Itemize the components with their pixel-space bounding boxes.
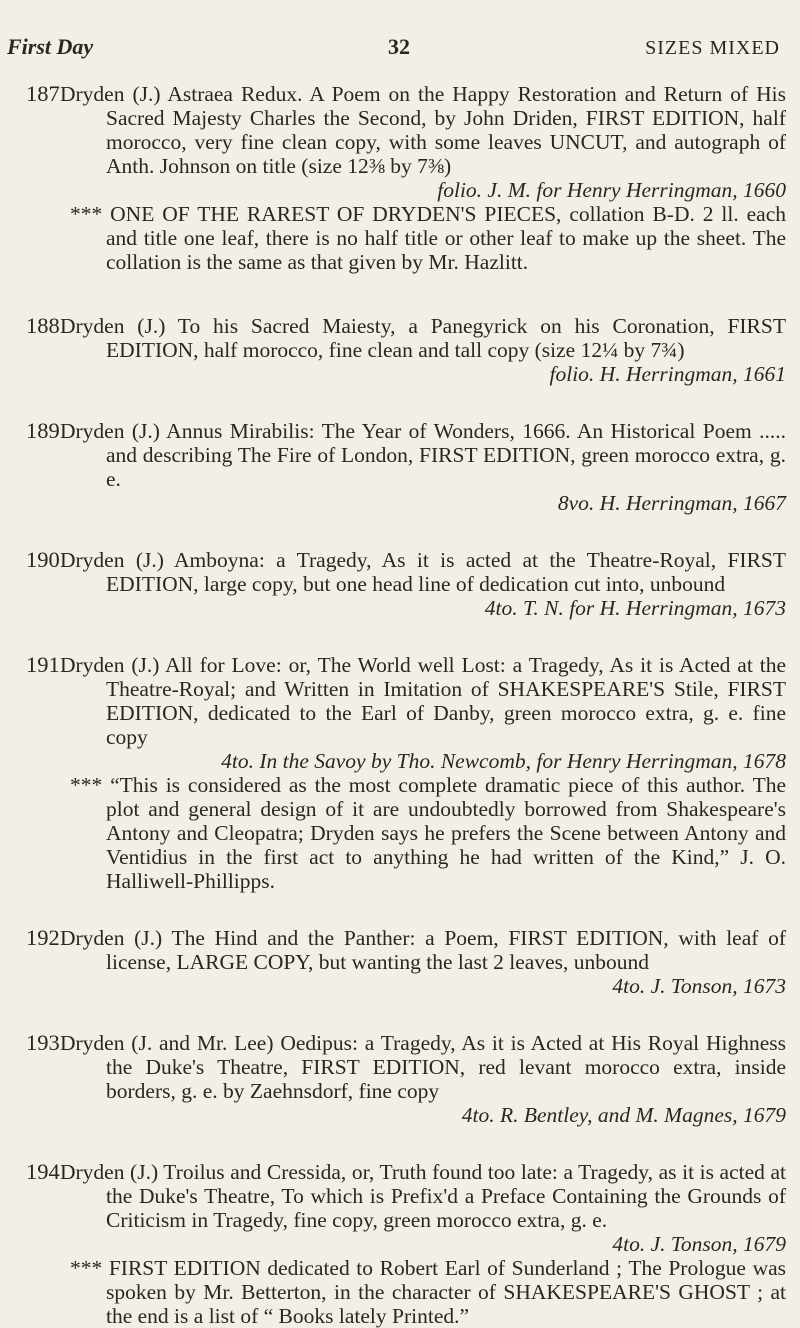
lot-entry [0,82,800,274]
lot-note: *** ONE OF THE RAREST OF DRYDEN'S PIECES, collation B-D. 2 ll. each and title one leaf, there is no half title or other leaf to make up the sheet. The collation is the same as that given by Mr. Hazlitt. [70,202,786,274]
lot-imprint: 4to. T. N. for H. Herringman, 1673 [484,596,786,620]
lot-title: Dryden (J.) Astraea Redux. A Poem on the Happy Restoration and Return of His Sacred Majesty Charles the Second, by John Driden, FIRST EDITION, half morocco, very fine clean copy, with some leaves UNCUT, and autograph of Anth. Johnson on title (size 12⅜ by 7⅜) [60,82,786,178]
lot-title: Dryden (J. and Mr. Lee) Oedipus: a Tragedy, As it is Acted at His Royal Highness the Duke's Theatre, FIRST EDITION, red levant morocco extra, inside borders, g. e. by Zaehnsdorf, fine copy [60,1031,786,1103]
lot-number: 192 [26,925,60,950]
lot-title: Dryden (J.) To his Sacred Maiesty, a Panegyrick on his Coronation, FIRST EDITION, half morocco, fine clean and tall copy (size 12¼ by 7¾) [60,314,786,362]
header-right: SIZES MIXED [645,37,780,59]
lot-imprint: 4to. In the Savoy by Tho. Newcomb, for Henry Herringman, 1678 [221,749,786,773]
lot-entry [0,419,800,515]
lot-number: 193 [26,1030,60,1055]
lot-number: 194 [26,1159,60,1184]
lot-imprint: 4to. J. Tonson, 1679 [612,1232,786,1256]
lot-note: *** FIRST EDITION dedicated to Robert Earl of Sunderland ; The Prologue was spoken by Mr. Betterton, in the character of SHAKESPEARE'S GHOST ; at the end is a list of “ Books lately Printed.” [70,1256,786,1328]
lot-title: Dryden (J.) Annus Mirabilis: The Year of Wonders, 1666. An Historical Poem ..... and describing The Fire of London, FIRST EDITION, green morocco extra, g. e. [60,419,786,491]
lot-number: 187 [26,81,60,106]
lot-title: Dryden (J.) All for Love: or, The World well Lost: a Tragedy, As it is Acted at the Theatre-Royal; and Written in Imitation of SHAKESPEARE'S Stile, FIRST EDITION, dedicated to the Earl of Danby, green morocco extra, g. e. fine copy [60,653,786,749]
lot-entry [0,1031,800,1127]
lot-description [60,314,786,386]
lot-number: 189 [26,418,60,443]
lot-number: 191 [26,652,60,677]
lot-entry [0,548,800,620]
lot-list [0,82,800,1328]
lot-title: Dryden (J.) Amboyna: a Tragedy, As it is acted at the Theatre-Royal, FIRST EDITION, large copy, but one head line of dedication cut into, unbound [60,548,786,596]
lot-number: 188 [26,313,60,338]
lot-entry [0,653,800,893]
lot-imprint: folio. H. Herringman, 1661 [549,362,786,386]
lot-imprint: folio. J. M. for Henry Herringman, 1660 [437,178,786,202]
page-number: 32 [388,34,410,59]
lot-description [60,1160,786,1256]
running-head [7,34,780,60]
lot-description [60,926,786,998]
lot-title: Dryden (J.) Troilus and Cressida, or, Truth found too late: a Tragedy, as it is acted at the Duke's Theatre, To which is Prefix'd a Preface Containing the Grounds of Criticism in Tragedy, fine copy, green morocco extra, g. e. [60,1160,786,1232]
lot-description [60,82,786,202]
lot-entry [0,314,800,386]
lot-number: 190 [26,547,60,572]
lot-title: Dryden (J.) The Hind and the Panther: a Poem, FIRST EDITION, with leaf of license, LARGE COPY, but wanting the last 2 leaves, unbound [60,926,786,974]
lot-imprint: 4to. J. Tonson, 1673 [612,974,786,998]
lot-description [60,653,786,773]
lot-note: *** “This is considered as the most complete dramatic piece of this author. The plot and general design of it are undoubtedly borrowed from Shakespeare's Antony and Cleopatra; Dryden says he prefers the Scene between Antony and Ventidius in the first act to anything he had written of the Kind,” J. O. Halliwell-Phillipps. [70,773,786,893]
lot-description [60,419,786,515]
lot-imprint: 4to. R. Bentley, and M. Magnes, 1679 [461,1103,786,1127]
lot-entry [0,1160,800,1328]
header-left: First Day [7,34,94,59]
lot-description [60,548,786,620]
lot-description [60,1031,786,1127]
lot-entry [0,926,800,998]
lot-imprint: 8vo. H. Herringman, 1667 [557,491,786,515]
